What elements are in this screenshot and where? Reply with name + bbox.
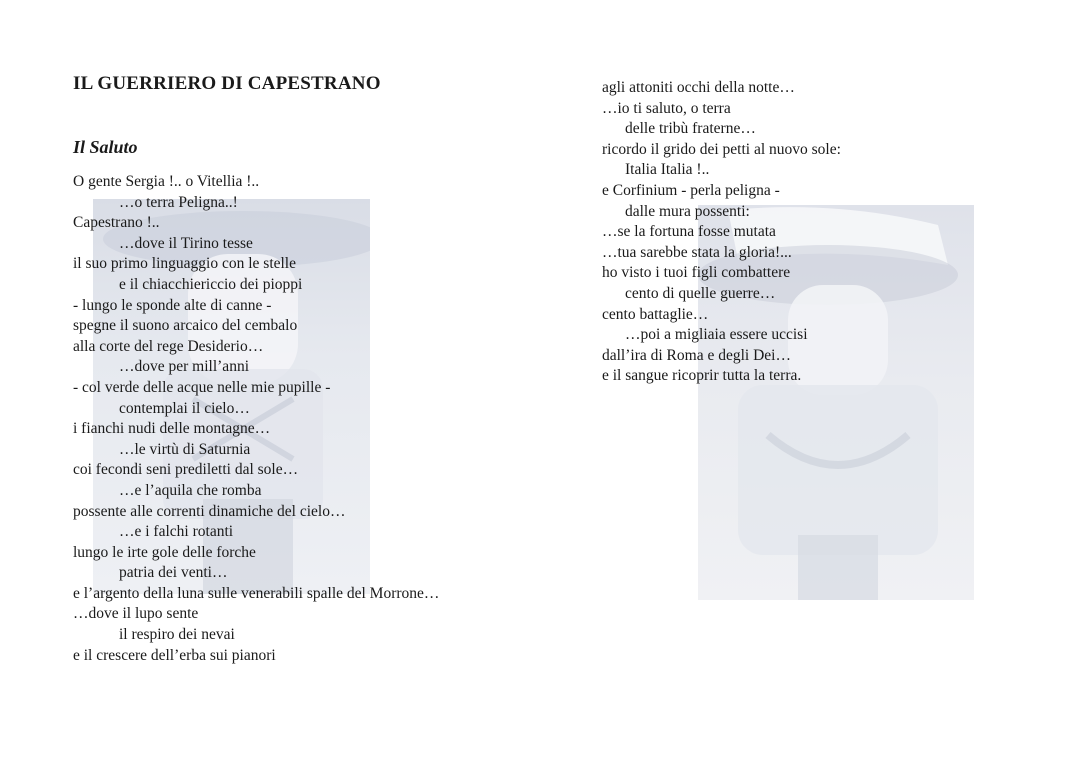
poem-line: cento di quelle guerre… xyxy=(625,284,776,302)
poem-line: - col verde delle acque nelle mie pupille - xyxy=(73,378,331,396)
poem-line: …e l’aquila che romba xyxy=(119,481,262,499)
poem-line: i fianchi nudi delle montagne… xyxy=(73,420,271,438)
poem-line: coi fecondi seni prediletti dal sole… xyxy=(73,461,299,479)
poem-line: Italia Italia !.. xyxy=(625,161,710,179)
poem-line: …o terra Peligna..! xyxy=(119,193,238,211)
poem-stanza-right xyxy=(602,78,1062,387)
poem-line: Capestrano !.. xyxy=(73,214,160,232)
poem-line: dalle mura possenti: xyxy=(625,202,750,220)
poem-line: patria dei venti… xyxy=(119,564,228,582)
poem-line: e il crescere dell’erba sui pianori xyxy=(73,646,276,664)
poem-line: e l’argento della luna sulle venerabili spalle del Morrone… xyxy=(73,584,440,602)
poem-line: …tua sarebbe stata la gloria!... xyxy=(602,243,792,261)
poem-line: …le virtù di Saturnia xyxy=(119,440,251,458)
poem-line: il respiro dei nevai xyxy=(119,626,235,644)
left-column xyxy=(73,70,543,666)
poem-line: e il chiacchiericcio dei pioppi xyxy=(119,275,303,293)
poem-line: possente alle correnti dinamiche del cielo… xyxy=(73,502,346,520)
poem-line: agli attoniti occhi della notte… xyxy=(602,79,795,96)
poem-line: contemplai il cielo… xyxy=(119,399,250,417)
poem-line: delle tribù fraterne… xyxy=(625,120,756,138)
poem-line: alla corte del rege Desiderio… xyxy=(73,337,264,355)
page-title: IL GUERRIERO DI CAPESTRANO xyxy=(73,73,381,94)
poem-line: dall’ira di Roma e degli Dei… xyxy=(602,346,791,364)
poem-line: …poi a migliaia essere uccisi xyxy=(625,326,808,344)
poem-line: …io ti saluto, o terra xyxy=(602,99,731,117)
poem-line: spegne il suono arcaico del cembalo xyxy=(73,317,298,335)
section-subtitle: Il Saluto xyxy=(73,137,138,157)
poem-line: cento battaglie… xyxy=(602,305,709,323)
poem-line: ricordo il grido dei petti al nuovo sole: xyxy=(602,140,841,158)
right-column xyxy=(602,78,1062,387)
poem-line: O gente Sergia !.. o Vitellia !.. xyxy=(73,173,260,190)
poem-line: il suo primo linguaggio con le stelle xyxy=(73,255,296,273)
poem-line: …dove il lupo sente xyxy=(73,605,199,623)
poem-line: lungo le irte gole delle forche xyxy=(73,543,256,561)
poem-line: …dove per mill’anni xyxy=(119,358,249,376)
poem-line: …se la fortuna fosse mutata xyxy=(602,223,776,241)
poem-line: …dove il Tirino tesse xyxy=(119,234,253,252)
poem-line: …e i falchi rotanti xyxy=(119,523,234,541)
poem-line: e Corfinium - perla peligna - xyxy=(602,181,780,199)
poem-line: ho visto i tuoi figli combattere xyxy=(602,264,791,282)
poem-line: e il sangue ricoprir tutta la terra. xyxy=(602,367,802,385)
poem-stanza-left xyxy=(73,172,543,666)
poem-line: - lungo le sponde alte di canne - xyxy=(73,296,272,314)
